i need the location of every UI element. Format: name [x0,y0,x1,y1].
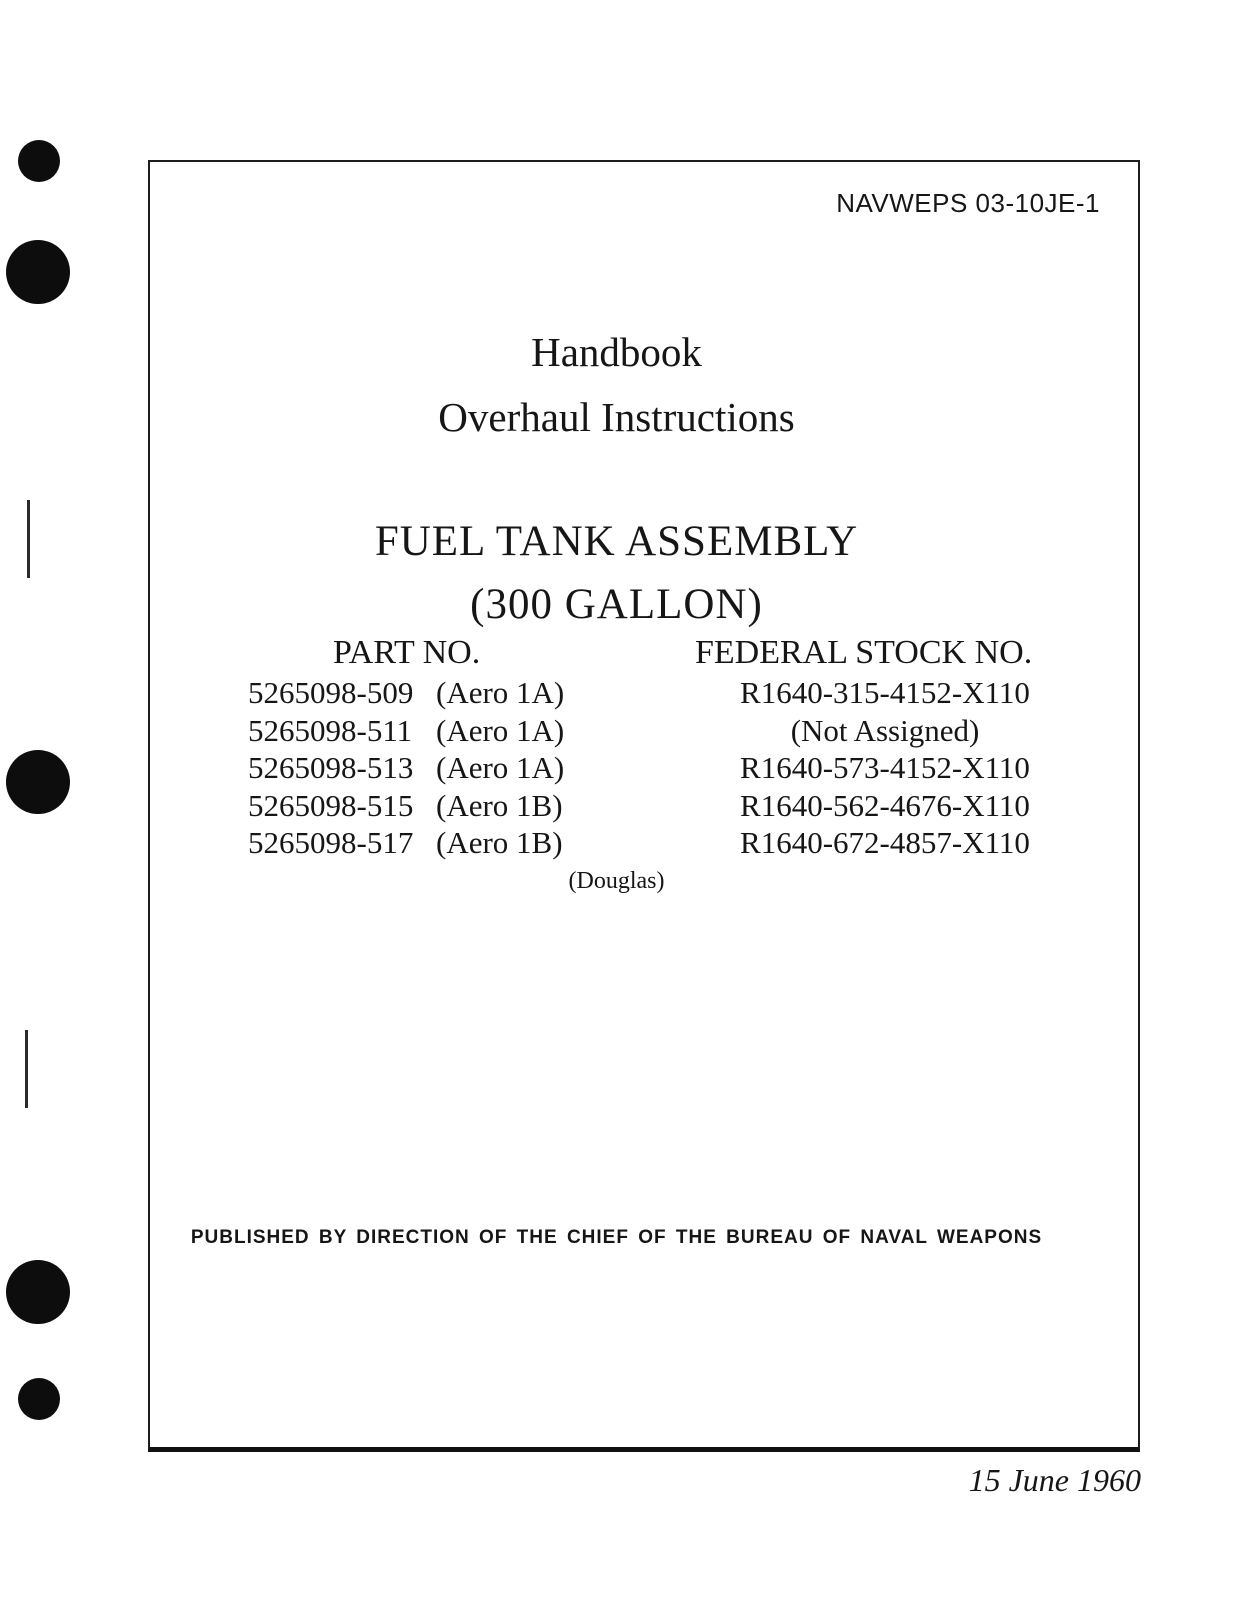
part-number-header: PART NO. [333,634,481,671]
federal-stock-number: R1640-672-4857-X110 [740,825,1030,860]
publisher-statement: PUBLISHED BY DIRECTION OF THE CHIEF OF THE BUREAU OF NAVAL WEAPONS [190,1227,1043,1248]
punch-hole [18,1378,60,1420]
fsn-row [720,749,1050,787]
punch-hole [18,140,60,182]
federal-stock-number: R1640-573-4152-X110 [740,750,1030,785]
federal-stock-number-list [720,674,1050,862]
punch-hole [6,1260,70,1324]
part-number: 5265098-517 [248,825,414,860]
part-number-list [248,674,564,862]
part-number: 5265098-509 [248,675,414,710]
part-row [248,712,564,750]
manufacturer: (Douglas) [568,868,665,894]
scan-mark [25,1030,28,1108]
punch-hole [6,240,70,304]
part-model: (Aero 1B) [436,825,563,860]
federal-stock-number: (Not Assigned) [790,712,980,748]
subject-title: FUEL TANK ASSEMBLY [374,518,859,565]
part-row [248,674,564,712]
federal-stock-number-header: FEDERAL STOCK NO. [695,634,1033,671]
part-row [248,787,564,825]
part-model: (Aero 1A) [436,712,565,748]
part-row [248,749,564,787]
fsn-row [720,787,1050,825]
part-row [248,824,564,862]
publication-number: NAVWEPS 03-10JE-1 [836,188,1100,218]
part-model: (Aero 1A) [436,675,565,710]
subject-capacity: (300 GALLON) [470,581,763,628]
federal-stock-number: R1640-315-4152-X110 [740,675,1030,710]
document-subtitle: Overhaul Instructions [438,394,795,440]
punch-hole [6,750,70,814]
part-number: 5265098-515 [248,787,414,823]
part-model: (Aero 1B) [436,787,563,823]
federal-stock-number: R1640-562-4676-X110 [740,787,1030,823]
fsn-row [720,674,1050,712]
fsn-row [720,712,1050,750]
publication-date: 15 June 1960 [968,1462,1141,1498]
part-number: 5265098-513 [248,750,414,785]
part-number: 5265098-511 [248,712,413,748]
part-model: (Aero 1A) [436,750,565,785]
fsn-row [720,824,1050,862]
document-title: Handbook [531,329,702,375]
